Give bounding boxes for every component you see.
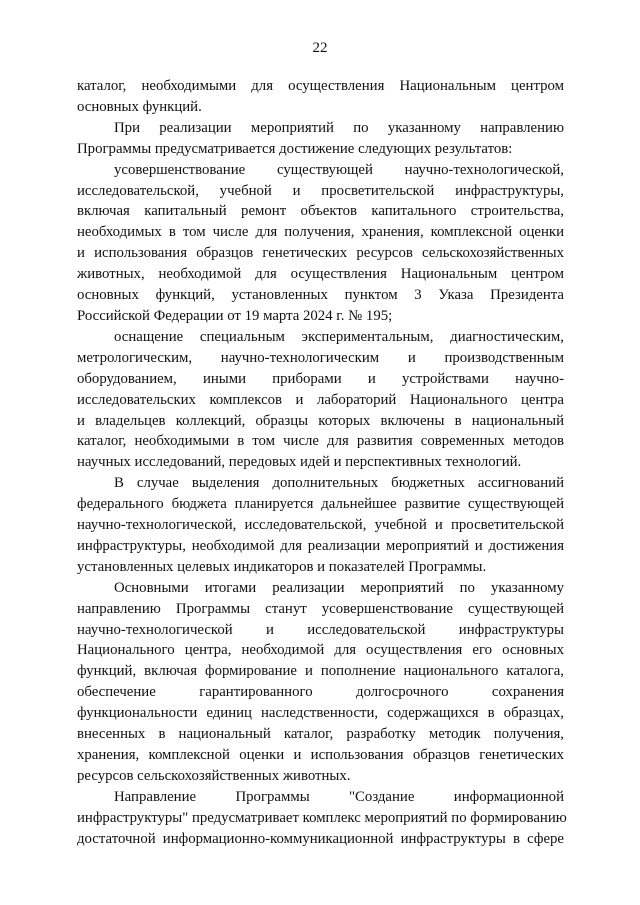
text-line: животных, необходимой для осуществления Национальным центром [77,266,564,283]
text-line: каталог, необходимыми в том числе для развития современных методов [77,433,564,450]
text-line: В случае выделения дополнительных бюджетных ассигнований [114,475,564,492]
text-line: научно-технологической, исследовательской, учебной и просветительской [77,517,564,534]
text-line: научных исследований, передовых идей и перспективных технологий. [77,454,522,471]
text-line: При реализации мероприятий по указанному направлению [114,119,564,136]
text-line: инфраструктуры" предусматривает комплекс мероприятий по формированию [77,809,567,826]
paragraph [77,76,564,118]
text-line: метрологическим, научно-технологическим и производственным [77,349,564,366]
text-line: установленных целевых индикаторов и показателей Программы. [77,558,487,575]
text-line: функциональности единиц наследственности, содержащихся в образцах, [77,705,564,722]
text-line: основных функций, установленных пунктом 3 Указа Президента [77,287,564,304]
text-line: необходимых в том числе для получения, хранения, комплексной оценки [77,224,564,241]
text-line: направлению Программы станут усовершенствование существующей [77,600,564,617]
text-line: ресурсов сельскохозяйственных животных. [77,767,351,784]
text-line: достаточной информационно-коммуникационной инфраструктуры в сфере [77,830,564,847]
page-number: 22 [312,40,328,56]
paragraph [77,578,564,787]
text-line: и использования образцов генетических ресурсов сельскохозяйственных [77,245,564,262]
text-line: хранения, комплексной оценки и использования образцов генетических [77,747,564,763]
text-line: оснащение специальным экспериментальным, диагностическим, [114,328,564,345]
text-line: федерального бюджета планируется дальнейшее развитие существующей [77,496,564,513]
text-line: и владельцев коллекций, образцы которых включены в национальный [77,412,564,429]
text-line: оборудованием, иными приборами и устройствами научно- [77,370,564,387]
text-line: Направление Программы "Создание информационной [114,788,564,805]
text-line: исследовательской, учебной и просветительской инфраструктуры, [77,182,564,199]
paragraph [77,160,564,327]
text-line: инфраструктуры, необходимой для реализации мероприятий и достижения [77,537,564,554]
paragraph [77,473,564,578]
document-body [77,76,567,850]
text-line: исследовательских комплексов и лабораторий Национального центра [77,391,564,408]
paragraph [77,327,564,473]
paragraph [77,787,567,850]
text-line: Российской Федерации от 19 марта 2024 г. № 195; [77,307,393,324]
text-line: Основными итогами реализации мероприятий по указанному [114,579,564,596]
text-line: обеспечение гарантированного долгосрочного сохранения [77,684,564,701]
text-line: внесенных в национальный каталог, разработку методик получения, [77,726,564,743]
text-line: усовершенствование существующей научно-технологической, [114,161,564,178]
text-line: Программы предусматривается достижение следующих результатов: [77,140,513,157]
text-line: каталог, необходимыми для осуществления Национальным центром [77,78,564,94]
text-line: функций, включая формирование и пополнение национального каталога, [77,663,564,680]
text-line: основных функций. [77,98,202,115]
text-line: включая капитальный ремонт объектов капитального строительства, [77,203,564,220]
paragraph [77,118,564,160]
text-line: научно-технологической и исследовательской инфраструктуры [77,621,564,638]
text-line: Национального центра, необходимой для осуществления его основных [77,642,564,659]
